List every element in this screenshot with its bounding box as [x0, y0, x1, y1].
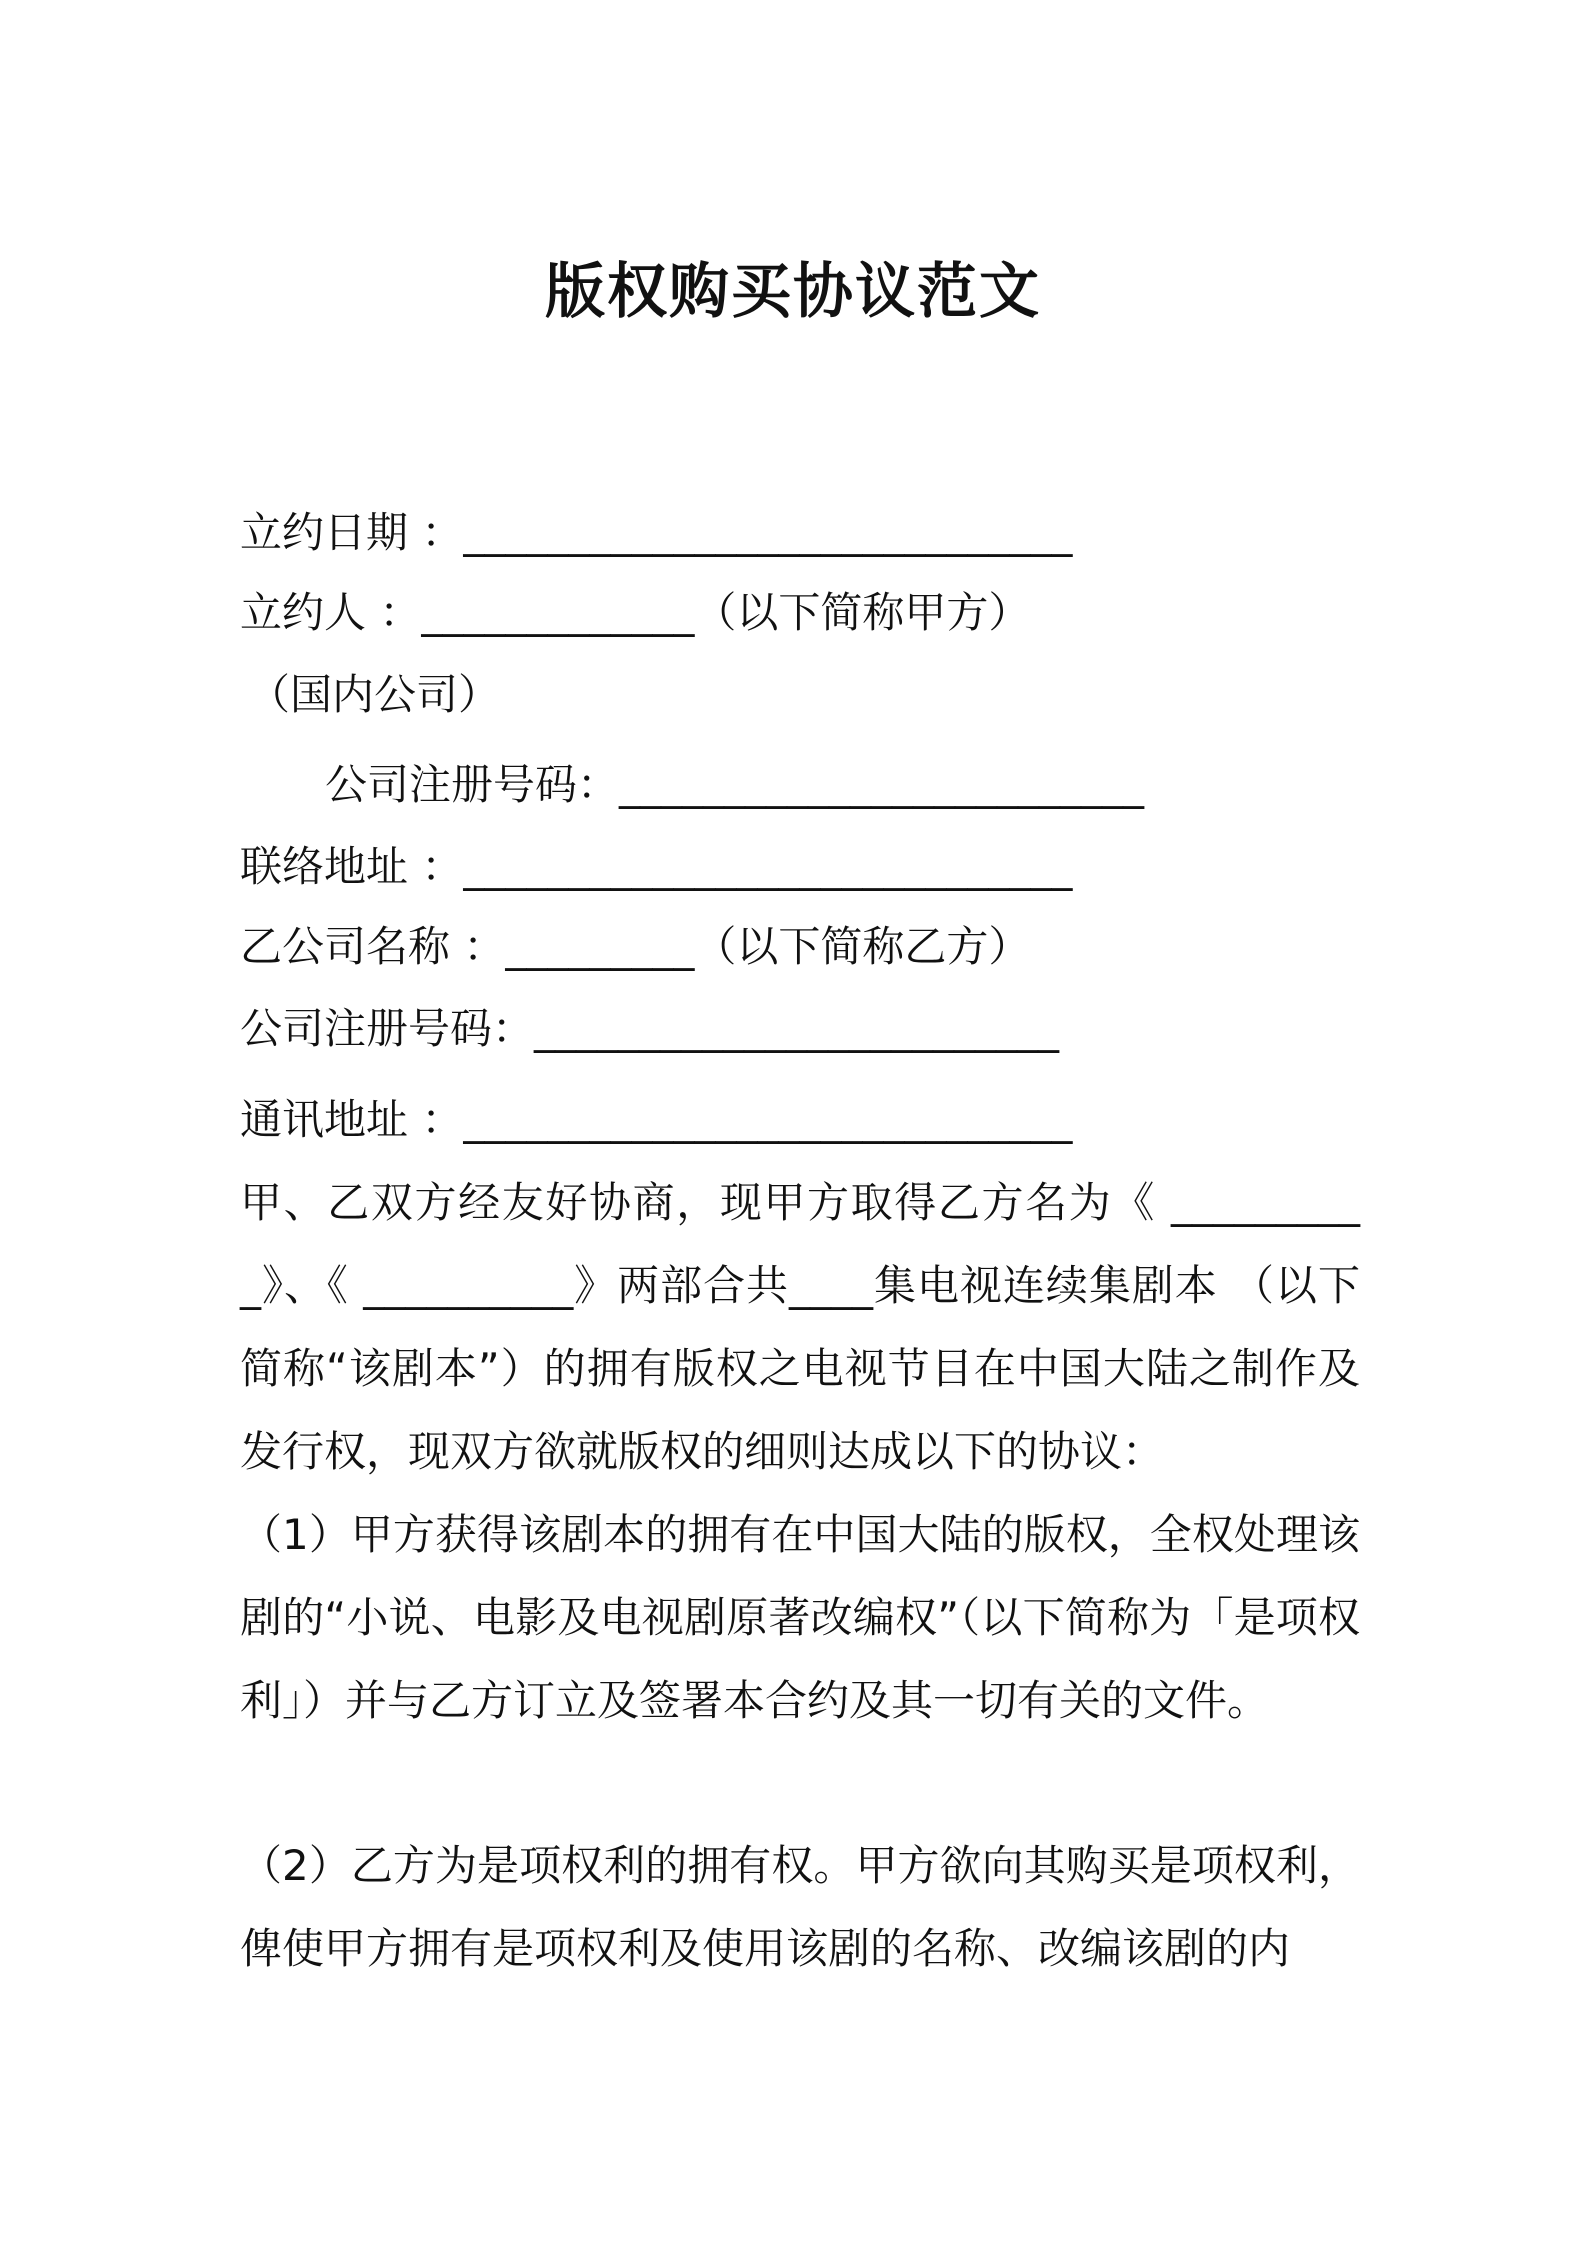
sign-date-line: 立约日期 ：_____________________________: [240, 508, 1073, 557]
document-title: 版权购买协议范文: [545, 257, 1041, 327]
paragraph-clause-2: （2）乙方为是项权利的拥有权。甲方欲向其购买是项权利，俾使甲方拥有是项权利及使用该剧的名称、改编该剧的内: [240, 1841, 1360, 1973]
party-b-name-line: 乙公司名称 ：_________（以下简称乙方）: [240, 922, 1031, 971]
contact-address-line: 联络地址 ：_____________________________: [240, 842, 1073, 891]
party-a-registration-line: 公司注册号码：_________________________: [325, 760, 1145, 809]
party-a-line: 立约人 ：_____________（以下简称甲方）: [240, 588, 1031, 637]
domestic-company-line: （国内公司）: [248, 670, 501, 719]
party-b-registration-line: 公司注册号码：_________________________: [240, 1004, 1060, 1053]
paragraph-preamble: 甲、乙双方经友好协商，现甲方取得乙方名为《 __________》、《 __________》两部合共____集电视连续集剧本 （以下简称“该剧本”）的拥有版权之电视节目在中国大陆之制作及发行权，现双方欲就版权的细则达成以下的协议：: [240, 1178, 1360, 1476]
mailing-address-line: 通讯地址 ：_____________________________: [240, 1095, 1073, 1144]
paragraph-clause-1: （1）甲方获得该剧本的拥有在中国大陆的版权，全权处理该剧的“小说、电影及电视剧原著改编权”（以下简称为「是项权利」）并与乙方订立及签署本合约及其一切有关的文件。: [240, 1510, 1360, 1725]
